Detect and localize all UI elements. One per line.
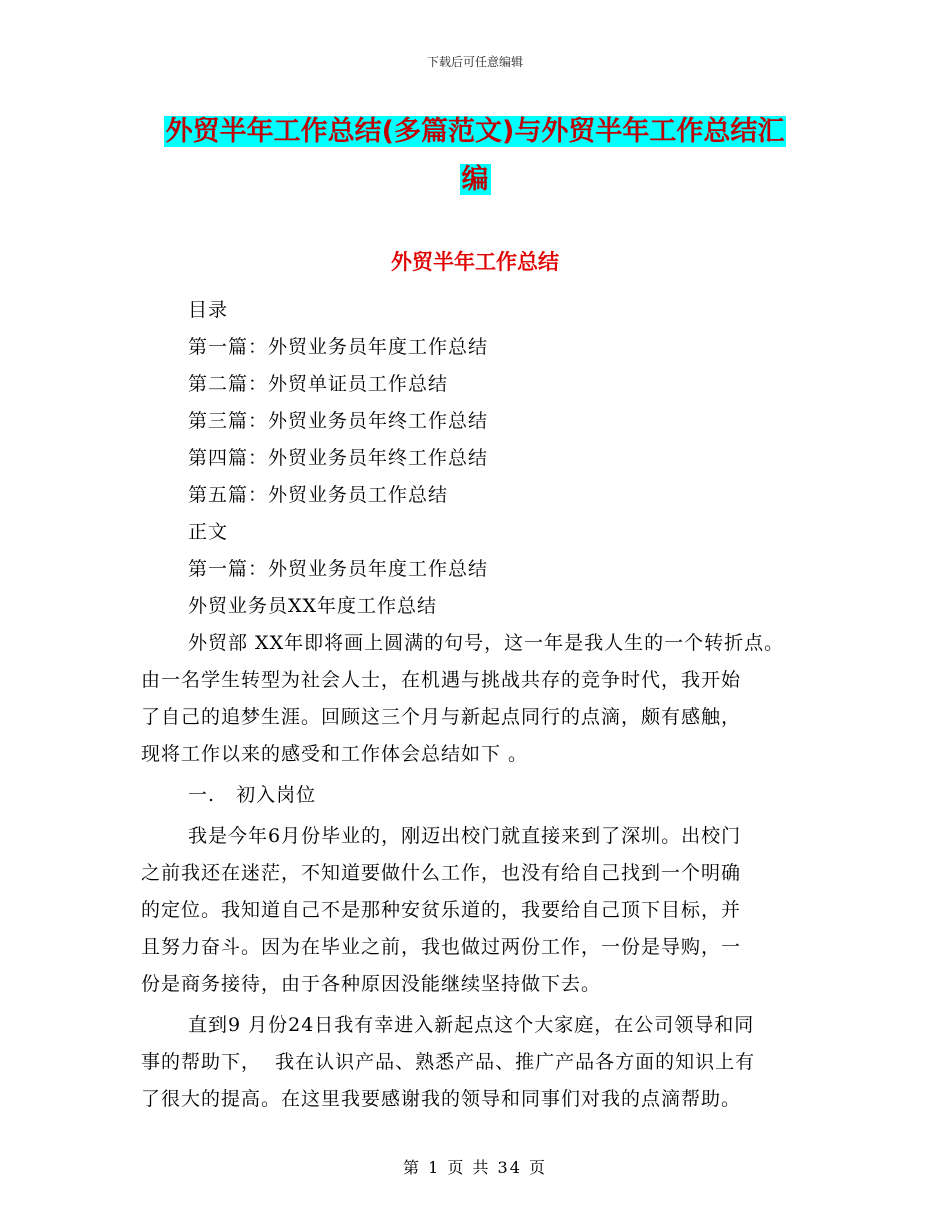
paragraph — [141, 1007, 841, 1118]
section-heading — [141, 777, 841, 814]
toc-item: 第五篇：外贸业务员工作总结 — [188, 484, 449, 506]
body-heading: 正文 — [188, 521, 229, 543]
document-title — [150, 108, 800, 204]
page-header-note: 下载后可任意编辑 — [426, 55, 523, 69]
toc-item: 第一篇：外贸业务员年度工作总结 — [188, 336, 489, 358]
paragraph-line: 由一名学生转型为社会人士，在机遇与挑战共存的竞争时代，我开始 — [141, 669, 742, 691]
document-body — [141, 625, 841, 1118]
section-title: 外贸半年工作总结 — [391, 250, 559, 274]
paragraph-line: 事的帮助下， 我在认识产品、熟悉产品、推广产品各方面的知识上有 — [141, 1051, 756, 1073]
paragraph — [141, 818, 841, 1003]
paragraph-line: 且努力奋斗。因为在毕业之前，我也做过两份工作，一份是导购，一 — [141, 936, 742, 958]
toc-item: 第四篇：外贸业务员年终工作总结 — [188, 447, 489, 469]
paragraph-line: 的定位。我知道自己不是那种安贫乐道的，我要给自己顶下目标，并 — [141, 899, 742, 921]
toc-item: 第三篇：外贸业务员年终工作总结 — [188, 410, 489, 432]
paragraph-line: 直到9 月份24日我有幸进入新起点这个大家庭，在公司领导和同 — [188, 1014, 755, 1036]
table-of-contents — [188, 292, 848, 625]
paragraph — [141, 625, 841, 773]
toc-item: 第二篇：外贸单证员工作总结 — [188, 373, 449, 395]
chapter-heading: 第一篇：外贸业务员年度工作总结 — [188, 558, 489, 580]
chapter-subheading: 外贸业务员XX年度工作总结 — [188, 595, 438, 617]
section-heading-text: 一. 初入岗位 — [188, 784, 317, 806]
document-title-line-2: 编 — [461, 164, 489, 195]
toc-heading: 目录 — [188, 299, 229, 321]
paragraph-line: 现将工作以来的感受和工作体会总结如下 。 — [141, 743, 529, 765]
document-title-line-1: 外贸半年工作总结(多篇范文)与外贸半年工作总结汇 — [165, 116, 785, 147]
paragraph-line: 之前我还在迷茫，不知道要做什么工作，也没有给自己找到一个明确 — [141, 862, 742, 884]
paragraph-line: 了自己的追梦生涯。回顾这三个月与新起点同行的点滴，颇有感触， — [141, 706, 742, 728]
paragraph-line: 外贸部 XX年即将画上圆满的句号，这一年是我人生的一个转折点。 — [188, 632, 785, 654]
paragraph-line: 我是今年6月份毕业的，刚迈出校门就直接来到了深圳。出校门 — [188, 825, 742, 847]
paragraph-line: 份是商务接待，由于各种原因没能继续坚持做下去。 — [141, 973, 602, 995]
paragraph-line: 了很大的提高。在这里我要感谢我的领导和同事们对我的点滴帮助。 — [141, 1088, 742, 1110]
page-number: 第 1 页 共 34 页 — [403, 1158, 547, 1177]
